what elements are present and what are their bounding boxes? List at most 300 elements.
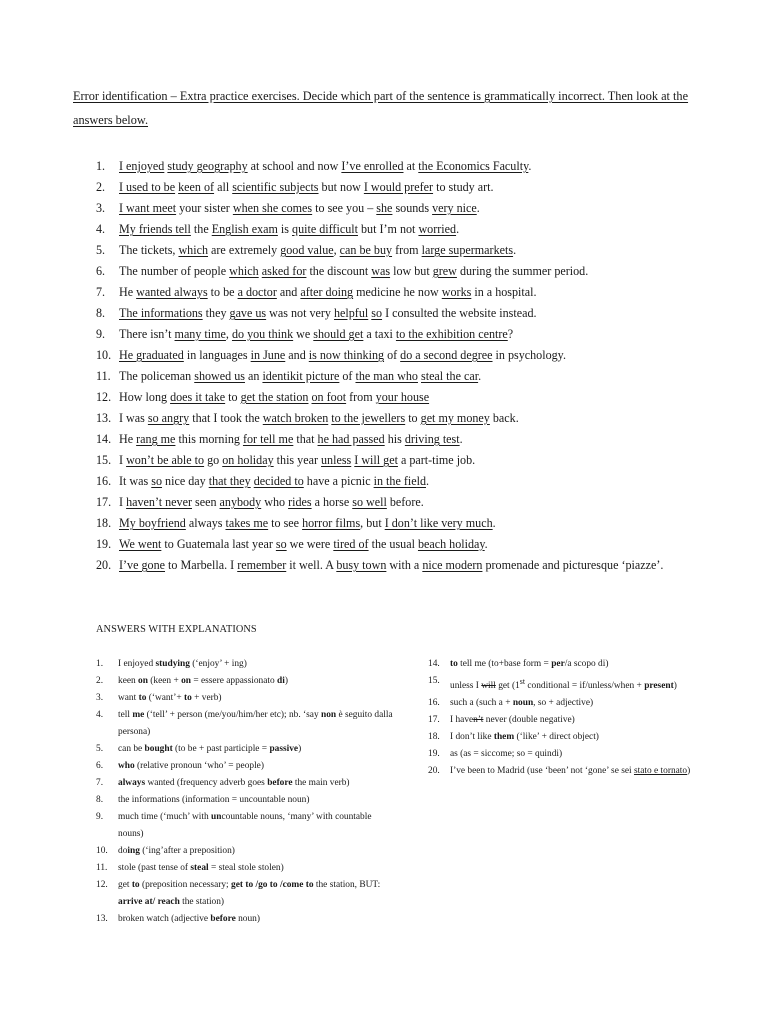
underlined-segment: gave us	[229, 306, 267, 320]
bold-segment: un	[211, 812, 222, 822]
answer-item	[428, 673, 708, 695]
text-segment: I don’t like	[450, 732, 494, 743]
text-segment: tell	[118, 710, 133, 720]
bold-segment: arrive at/ reach	[118, 897, 180, 907]
text-segment: (to be + past participle =	[172, 744, 270, 754]
bold-segment: bought	[144, 744, 173, 754]
answer-text	[450, 656, 708, 673]
text-segment: (keen +	[147, 676, 182, 686]
text-segment: have a picnic	[303, 474, 374, 488]
text-segment: of	[384, 348, 401, 362]
underlined-segment: I don’t like very much	[384, 516, 493, 530]
answer-text	[118, 741, 396, 758]
bold-segment: get to /go to /come to	[231, 880, 314, 890]
underlined-segment: grew	[432, 264, 457, 278]
text-segment: )	[687, 766, 691, 777]
text-segment: at school and now	[247, 159, 342, 173]
text-segment: (relative pronoun ‘who’ = people)	[134, 761, 264, 771]
text-segment: get (1	[495, 681, 520, 692]
underlined-segment: do you think	[231, 327, 294, 341]
question-text	[119, 198, 709, 219]
underlined-segment: many time	[174, 327, 226, 341]
question-number: 12.	[96, 390, 112, 404]
answer-item	[96, 911, 396, 928]
text-segment: There isn’t	[119, 327, 175, 341]
underlined-segment: the man who	[355, 369, 418, 383]
underlined-segment: which	[178, 243, 209, 257]
answer-number: 20.	[428, 766, 440, 777]
bold-segment: ing	[127, 846, 140, 856]
question-number: 9.	[96, 327, 106, 341]
question-number: 16.	[96, 474, 112, 488]
underlined-segment: very nice	[432, 201, 477, 215]
answer-text	[118, 860, 396, 877]
question-number: 11.	[96, 369, 111, 383]
text-segment: .	[492, 516, 496, 530]
underlined-segment: get my money	[420, 411, 490, 425]
question-number: 8.	[96, 306, 106, 320]
text-segment: they	[202, 306, 230, 320]
text-segment: the	[190, 222, 212, 236]
text-segment: (‘like’ + direct object)	[514, 732, 599, 743]
text-segment: sounds	[392, 201, 433, 215]
answer-text	[450, 695, 708, 712]
bold-segment: per	[551, 659, 565, 669]
answer-number: 2.	[96, 676, 104, 686]
underlined-segment: I enjoyed	[119, 159, 165, 173]
bold-segment: to	[183, 693, 192, 703]
bold-segment: me	[132, 710, 145, 720]
text-segment: I’ve been to Madrid (use ‘been’ not ‘gone’ se sei	[450, 766, 634, 777]
answer-text	[450, 763, 708, 780]
text-segment: = essere appassionato	[191, 676, 277, 686]
answer-number: 10.	[96, 846, 108, 856]
underlined-segment: won’t be able to	[126, 453, 205, 467]
underlined-segment: in June	[250, 348, 286, 362]
underlined-segment: study geography	[167, 159, 248, 173]
bold-segment: di	[277, 676, 285, 686]
text-segment: with a	[386, 558, 423, 572]
text-segment: such a (such a +	[450, 698, 513, 709]
answer-text	[118, 673, 396, 690]
answer-number: 14.	[428, 659, 440, 669]
text-segment: , so + adjective)	[533, 698, 594, 709]
bold-segment: to	[131, 880, 140, 890]
text-segment: who	[261, 495, 289, 509]
underlined-segment: steal the car	[421, 369, 479, 383]
answer-number: 4.	[96, 710, 104, 720]
underlined-segment: decided to	[253, 474, 304, 488]
text-segment: .	[476, 201, 480, 215]
answer-text	[118, 877, 396, 911]
answer-number: 17.	[428, 715, 440, 726]
bold-segment: present	[644, 681, 674, 692]
underlined-segment: I’ve gone	[119, 558, 166, 572]
answer-item	[96, 843, 396, 860]
answer-number: 3.	[96, 693, 104, 703]
text-segment: from	[392, 243, 422, 257]
underlined-segment: English exam	[211, 222, 278, 236]
question-item	[0, 198, 768, 219]
answer-number: 12.	[96, 880, 108, 890]
question-text	[119, 492, 709, 513]
underlined-segment: remember	[237, 558, 287, 572]
text-segment: a taxi	[363, 327, 396, 341]
answer-item	[96, 656, 396, 673]
text-segment: was not very	[266, 306, 334, 320]
question-number: 17.	[96, 495, 112, 509]
underlined-segment: after doing	[300, 285, 354, 299]
underlined-segment: so	[371, 306, 383, 320]
underlined-segment: I’ve enrolled	[341, 159, 404, 173]
text-segment: I was	[119, 411, 148, 425]
question-text	[119, 513, 709, 534]
text-segment: to study art.	[433, 180, 494, 194]
bold-segment: passive	[269, 744, 299, 754]
answer-text	[118, 809, 396, 843]
bold-segment: them	[493, 732, 515, 743]
underlined-segment: to the jewellers	[331, 411, 406, 425]
text-segment: but now	[318, 180, 364, 194]
text-segment: the informations (information = uncountable noun)	[118, 795, 310, 805]
underlined-segment: keen of	[178, 180, 215, 194]
text-segment: ,	[225, 327, 232, 341]
underlined-segment: I would prefer	[363, 180, 434, 194]
text-segment: keen	[118, 676, 139, 686]
text-segment: and	[276, 285, 301, 299]
answer-number: 9.	[96, 812, 104, 822]
underlined-segment: watch broken	[262, 411, 329, 425]
text-segment: we	[293, 327, 314, 341]
underlined-segment: when she comes	[232, 201, 313, 215]
text-segment: seen	[192, 495, 220, 509]
underlined-segment: identikit picture	[262, 369, 340, 383]
text-segment: ?	[507, 327, 514, 341]
question-text	[119, 219, 709, 240]
text-segment: (‘want’+	[146, 693, 184, 703]
text-segment: to	[225, 390, 241, 404]
bold-segment: non	[321, 710, 337, 720]
answer-text	[118, 656, 396, 673]
question-item	[0, 177, 768, 198]
question-number: 19.	[96, 537, 112, 551]
text-segment: wanted (frequency adverb goes	[145, 778, 268, 788]
text-segment: I consulted the website instead.	[382, 306, 537, 320]
text-segment: go	[204, 453, 223, 467]
text-segment: , but	[360, 516, 385, 530]
answer-item	[428, 712, 708, 729]
underlined-segment: do a second degree	[400, 348, 493, 362]
text-segment: He	[119, 432, 137, 446]
answers-heading: ANSWERS WITH EXPLANATIONS	[96, 624, 257, 635]
text-segment: back.	[489, 411, 519, 425]
underlined-segment: works	[441, 285, 472, 299]
question-text	[119, 261, 709, 282]
text-segment: The policeman	[119, 369, 195, 383]
text-segment: The tickets,	[119, 243, 179, 257]
question-item	[0, 240, 768, 261]
underlined-segment: for tell me	[242, 432, 294, 446]
bold-segment: to	[450, 659, 458, 669]
answers-left-column	[96, 656, 396, 928]
text-segment: but I’m not	[357, 222, 419, 236]
underlined-segment: was	[371, 264, 391, 278]
bold-segment: who	[118, 761, 135, 771]
question-item	[0, 324, 768, 345]
text-segment: (‘enjoy’ + ing)	[189, 659, 247, 669]
underlined-segment: scientific subjects	[232, 180, 319, 194]
answer-text	[450, 729, 708, 746]
text-segment: .	[456, 222, 460, 236]
underlined-segment: haven’t never	[126, 495, 192, 509]
text-segment: It was	[119, 474, 152, 488]
answer-text	[118, 911, 396, 928]
question-item	[0, 471, 768, 492]
underlined-segment: tired of	[333, 537, 369, 551]
question-number: 13.	[96, 411, 112, 425]
text-segment: = steal stole stolen)	[208, 863, 284, 873]
text-segment: to be	[207, 285, 238, 299]
text-segment: .	[528, 159, 532, 173]
underlined-segment: The informations	[119, 306, 203, 320]
answer-number: 6.	[96, 761, 104, 771]
text-segment: get	[118, 880, 132, 890]
text-segment: noun)	[235, 914, 260, 924]
text-segment: in languages	[183, 348, 251, 362]
underlined-segment: showed us	[194, 369, 245, 383]
underlined-segment: your house	[375, 390, 430, 404]
answer-item	[96, 792, 396, 809]
underlined-segment: large supermarkets	[421, 243, 514, 257]
question-number: 7.	[96, 285, 106, 299]
answer-text	[118, 775, 396, 792]
question-item	[0, 513, 768, 534]
question-number: 15.	[96, 453, 112, 467]
answer-text	[118, 707, 396, 741]
text-segment: that I took the	[189, 411, 263, 425]
answer-item	[96, 860, 396, 877]
underlined-segment: horror films	[302, 516, 361, 530]
text-segment: (preposition necessary;	[139, 880, 232, 890]
answer-text	[118, 690, 396, 707]
question-number: 4.	[96, 222, 106, 236]
text-segment: an	[244, 369, 263, 383]
text-segment: his	[384, 432, 405, 446]
question-text	[119, 534, 709, 555]
question-number: 3.	[96, 201, 106, 215]
underlined-segment: good value	[280, 243, 334, 257]
question-text	[119, 408, 709, 429]
question-text	[119, 345, 709, 366]
underlined-segment: to the exhibition centre	[395, 327, 508, 341]
underlined-segment: on holiday	[222, 453, 274, 467]
underlined-segment: beach holiday	[417, 537, 485, 551]
text-segment: we were	[286, 537, 334, 551]
underlined-segment: does it take	[170, 390, 226, 404]
question-item	[0, 303, 768, 324]
answer-item	[428, 695, 708, 712]
question-number: 10.	[96, 348, 112, 362]
answer-item	[428, 656, 708, 673]
text-segment: this morning	[175, 432, 243, 446]
text-segment: stole (past tense of	[118, 863, 191, 873]
text-segment: a part-time job.	[397, 453, 476, 467]
question-text	[119, 555, 709, 576]
answer-item	[428, 763, 708, 780]
text-segment: always	[185, 516, 226, 530]
question-list	[0, 156, 768, 597]
text-segment: are extremely	[208, 243, 281, 257]
text-segment: of	[339, 369, 356, 383]
text-segment: the discount	[306, 264, 372, 278]
answer-number: 16.	[428, 698, 440, 709]
underlined-segment: My friends tell	[119, 222, 191, 236]
text-segment: I have	[450, 715, 474, 726]
text-segment: from	[346, 390, 376, 404]
bold-segment: to	[138, 693, 147, 703]
question-item	[0, 387, 768, 408]
text-segment: as (as = siccome; so = quindi)	[450, 749, 563, 760]
underlined-segment: driving test	[404, 432, 460, 446]
answer-number: 1.	[96, 659, 104, 669]
answer-number: 18.	[428, 732, 440, 743]
answer-number: 7.	[96, 778, 104, 788]
bold-segment: studying	[155, 659, 190, 669]
text-segment: is	[277, 222, 293, 236]
underlined-segment: in the field	[373, 474, 426, 488]
question-item	[0, 282, 768, 303]
text-segment: tell me (to+base form =	[457, 659, 552, 669]
question-number: 5.	[96, 243, 106, 257]
underlined-segment: so	[275, 537, 287, 551]
underlined-segment: she	[376, 201, 393, 215]
bold-segment: before	[210, 914, 236, 924]
underlined-segment: anybody	[219, 495, 262, 509]
text-segment: that	[293, 432, 318, 446]
text-segment: I enjoyed	[118, 659, 156, 669]
question-item	[0, 450, 768, 471]
underlined-segment: rang me	[136, 432, 176, 446]
instructions-text: Error identification – Extra practice exercises. Decide which part of the sentence is grammatically incorrect. Then look at the answers below.	[73, 89, 689, 127]
underlined-segment: that they	[208, 474, 251, 488]
text-segment: .	[484, 537, 488, 551]
text-segment: the usual	[368, 537, 418, 551]
text-segment: countable nouns, ‘many’ with countable nouns)	[118, 812, 372, 839]
text-segment: (‘ing’after a preposition)	[139, 846, 235, 856]
answer-item	[428, 746, 708, 763]
question-text	[119, 366, 709, 387]
superscript-segment: st	[519, 677, 526, 686]
question-number: 2.	[96, 180, 106, 194]
underlined-segment: My boyfriend	[119, 516, 186, 530]
answer-text	[450, 712, 708, 729]
text-segment: in a hospital.	[471, 285, 537, 299]
question-item	[0, 261, 768, 282]
struck-segment: will	[481, 681, 496, 692]
answer-item	[96, 707, 396, 741]
underlined-segment: quite difficult	[292, 222, 358, 236]
underlined-segment: on foot	[311, 390, 347, 404]
underlined-segment: takes me	[225, 516, 269, 530]
question-text	[119, 240, 709, 261]
answer-number: 8.	[96, 795, 104, 805]
underlined-segment: so	[151, 474, 163, 488]
underlined-segment: rides	[288, 495, 312, 509]
text-segment: all	[214, 180, 233, 194]
text-segment: nice day	[162, 474, 209, 488]
text-segment: to see	[268, 516, 303, 530]
text-segment: to Marbella. I	[165, 558, 238, 572]
question-item	[0, 534, 768, 555]
answer-item	[96, 690, 396, 707]
answer-text	[118, 843, 396, 860]
answer-item	[96, 673, 396, 690]
text-segment: never (double negative)	[483, 715, 575, 726]
text-segment: )	[284, 676, 288, 686]
question-number: 6.	[96, 264, 106, 278]
text-segment: to	[405, 411, 421, 425]
question-item	[0, 219, 768, 240]
text-segment: conditional = if/unless/when +	[525, 681, 645, 692]
question-item	[0, 366, 768, 387]
underlined-segment: so angry	[147, 411, 190, 425]
underlined-segment: a doctor	[237, 285, 277, 299]
text-segment: (‘tell’ + person (me/you/him/her etc); nb. ‘say	[144, 710, 321, 720]
underlined-segment: He graduated	[119, 348, 184, 362]
text-segment: and	[285, 348, 309, 362]
text-segment: the station, BUT:	[313, 880, 381, 890]
text-segment: during the summer period.	[456, 264, 589, 278]
text-segment: to Guatemala last year	[161, 537, 276, 551]
text-segment: this year	[273, 453, 321, 467]
text-segment: .	[478, 369, 482, 383]
question-text	[119, 471, 709, 492]
underlined-segment: I used to be	[119, 180, 176, 194]
answer-number: 11.	[96, 863, 108, 873]
question-text	[119, 429, 709, 450]
answer-item	[96, 809, 396, 843]
question-item	[0, 156, 768, 177]
underlined-segment: I want meet	[119, 201, 177, 215]
underlined-segment: nice modern	[422, 558, 483, 572]
text-segment: I	[119, 495, 127, 509]
text-segment: + verb)	[191, 693, 222, 703]
answer-text	[450, 746, 708, 763]
underlined-segment: can be buy	[339, 243, 393, 257]
text-segment: I	[119, 453, 127, 467]
question-item	[0, 345, 768, 366]
question-item	[0, 492, 768, 513]
answer-number: 19.	[428, 749, 440, 760]
question-number: 18.	[96, 516, 112, 530]
text-segment: do	[118, 846, 128, 856]
struck-segment: n’t	[473, 715, 484, 726]
text-segment: at	[403, 159, 419, 173]
question-text	[119, 177, 709, 198]
underlined-segment: I will get	[354, 453, 398, 467]
bold-segment: noun	[512, 698, 534, 709]
answer-item	[96, 877, 396, 911]
underlined-segment: he had passed	[317, 432, 385, 446]
answers-right-column	[428, 656, 708, 780]
text-segment: ,	[333, 243, 340, 257]
question-text	[119, 282, 709, 303]
text-segment: .	[426, 474, 430, 488]
answer-text	[450, 673, 708, 695]
text-segment: to see you –	[312, 201, 377, 215]
text-segment: )	[298, 744, 302, 754]
text-segment: .	[459, 432, 463, 446]
